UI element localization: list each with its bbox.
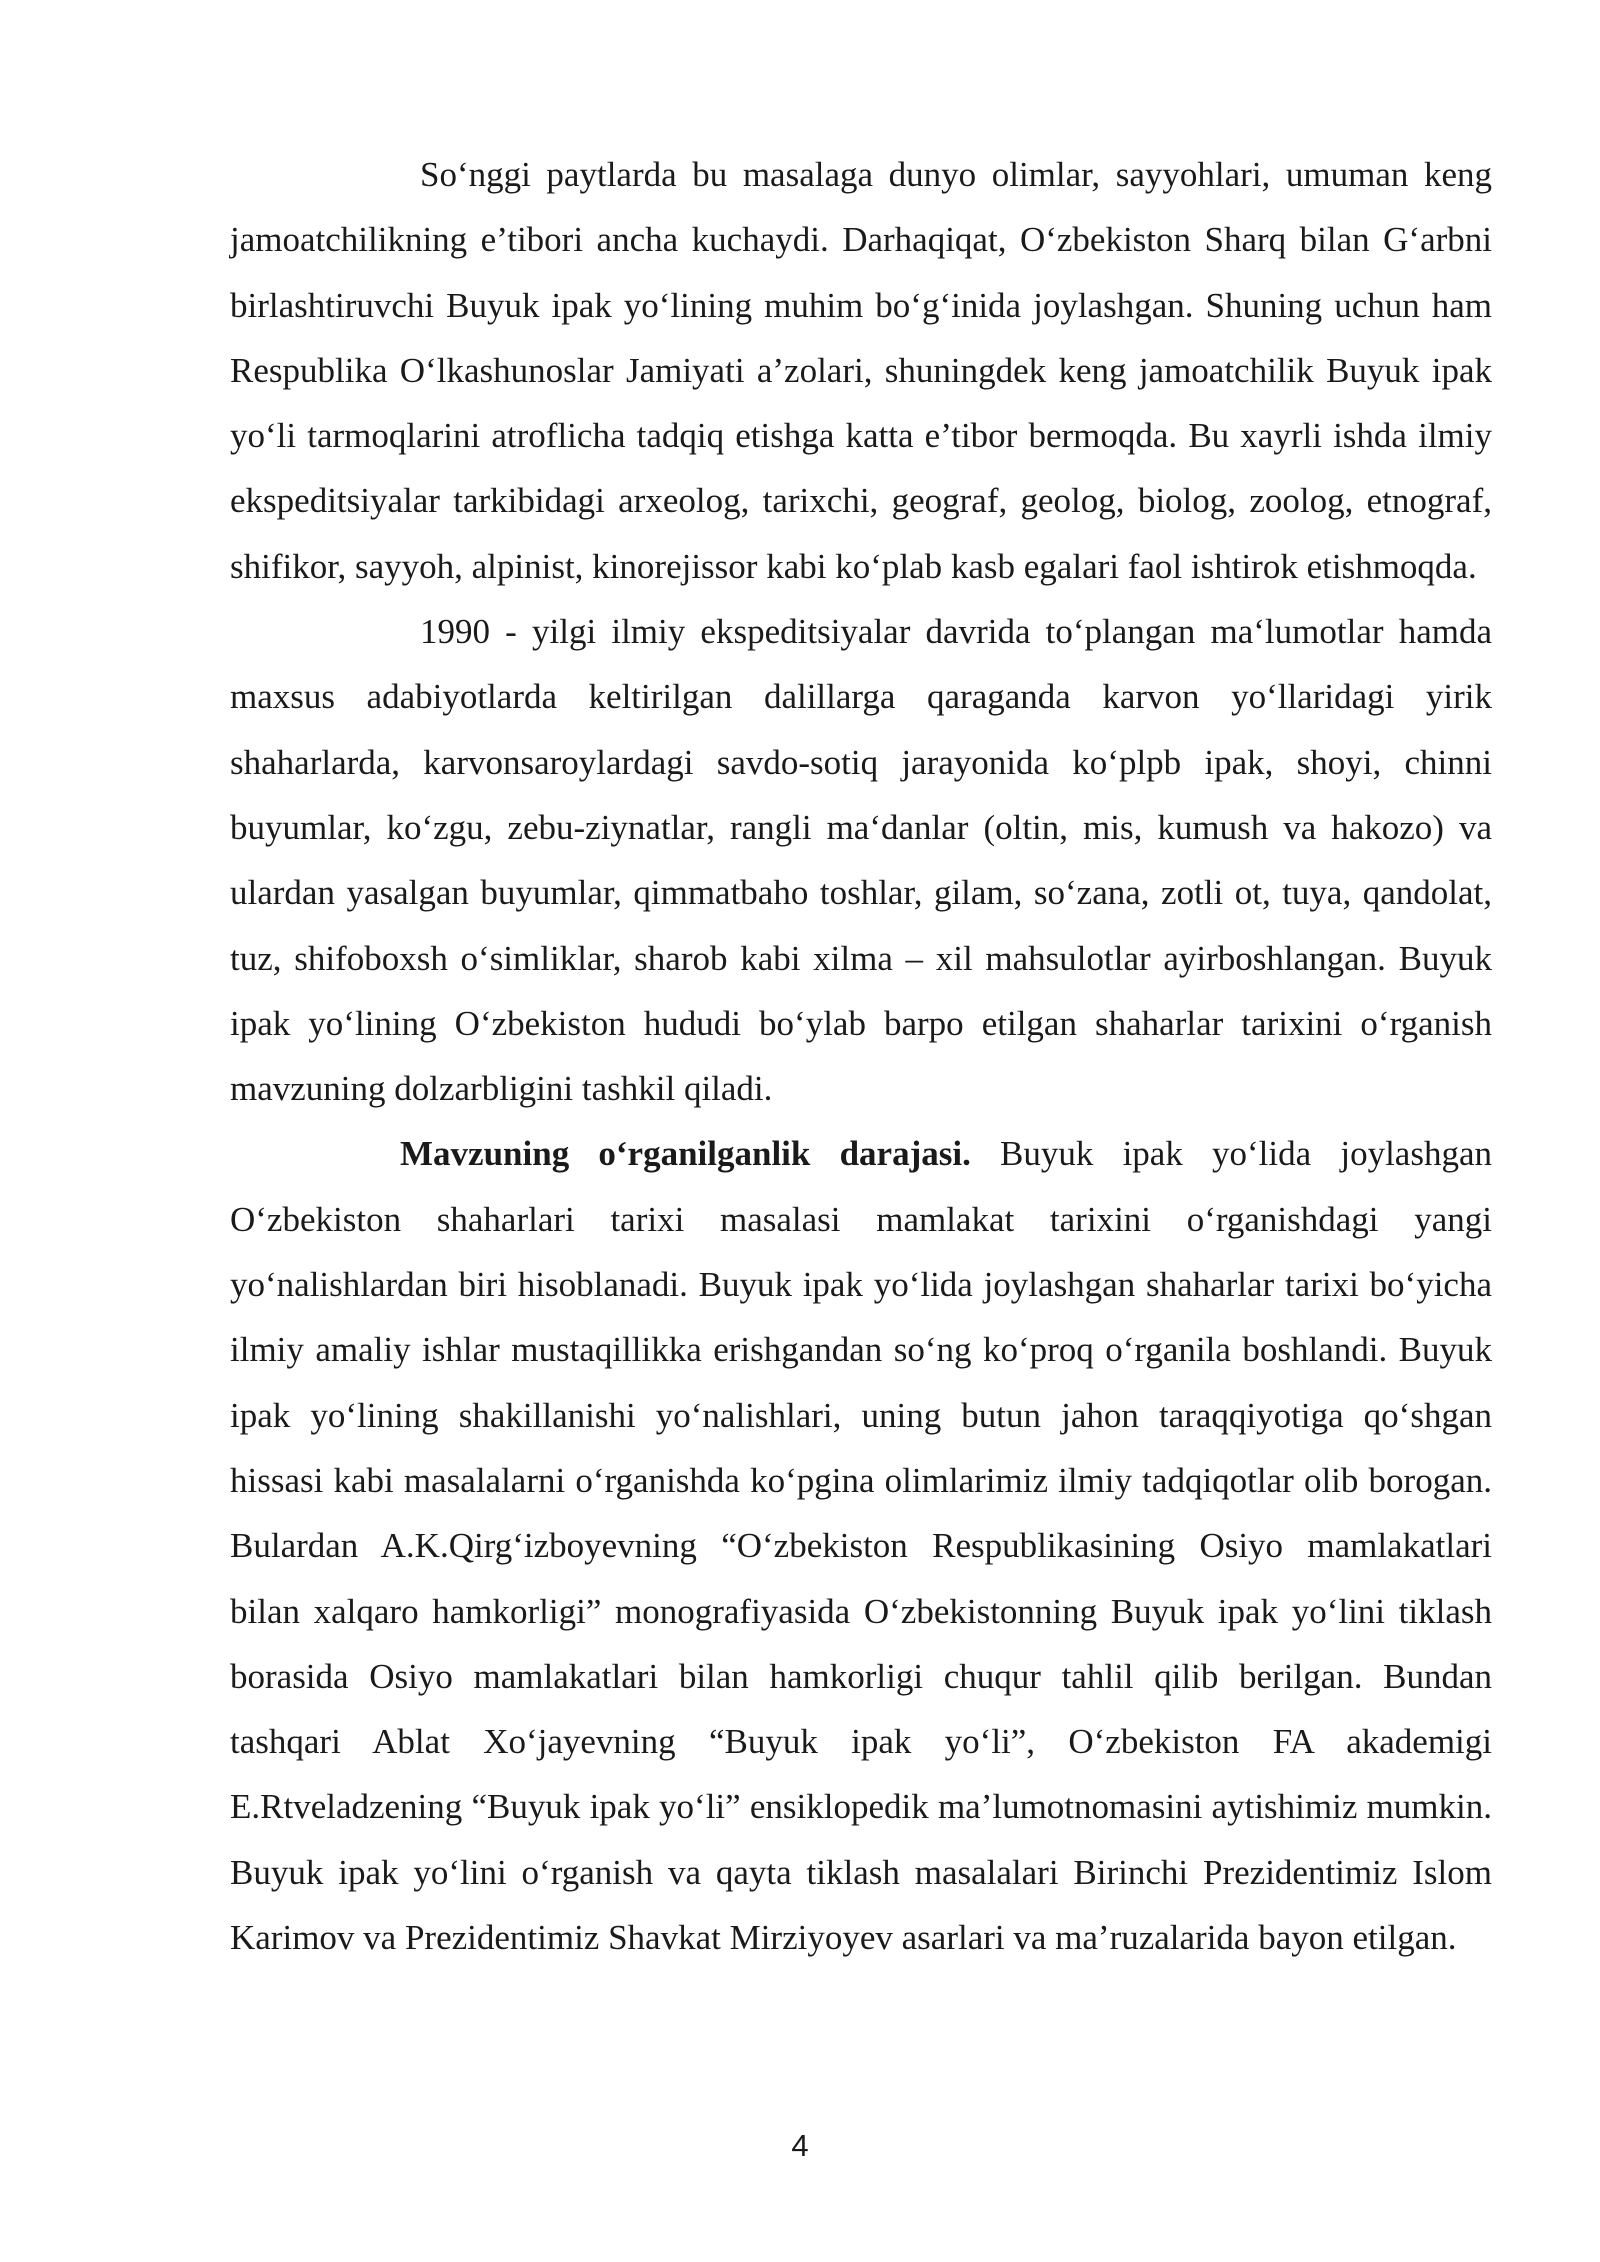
section-heading-inline: Mavzuning o‘rganilganlik darajasi. (400, 1134, 971, 1174)
paragraph-intro: So‘nggi paytlarda bu masalaga dunyo olimlar, sayyohlari, umuman keng jamoatchilikning e’tibori ancha kuchaydi. Darhaqiqat, O‘zbekiston Sharq bilan G‘arbni birlashtiruvchi Buyuk ipak yo‘lining muhim bo‘g‘inida joylashgan. Shuning uchun ham Respublika O‘lkashunoslar Jamiyati a’zolari, shuningdek keng jamoatchilik Buyuk ipak yo‘li tarmoqlarini atroflicha tadqiq etishga katta e’tibor bermoqda. Bu xayrli ishda ilmiy ekspeditsiyalar tarkibidagi arxeolog, tarixchi, geograf, geolog, biolog, zoolog, etnograf, shifikor, sayyoh, alpinist, kinorejissor kabi ko‘plab kasb egalari faol ishtirok etishmoqda. (230, 155, 1492, 586)
paragraph-expeditions: 1990 - yilgi ilmiy ekspeditsiyalar davrida to‘plangan ma‘lumotlar hamda maxsus adabiyotlarda keltirilgan dalillarga qaraganda karvon yo‘llaridagi yirik shaharlarda, karvonsaroylardagi savdo-sotiq jarayonida ko‘plpb ipak, shoyi, chinni buyumlar, ko‘zgu, zebu-ziynatlar, rangli ma‘danlar (oltin, mis, kumush va hakozo) va ulardan yasalgan buyumlar, qimmatbaho toshlar, gilam, so‘zana, zotli ot, tuya, qandolat, tuz, shifoboxsh o‘simliklar, sharob kabi xilma – xil mahsulotlar ayirboshlangan. Buyuk ipak yo‘lining O‘zbekiston hududi bo‘ylab barpo etilgan shaharlar tarixini o‘rganish mavzuning dolzarbligini tashkil qiladi. (230, 612, 1492, 1109)
paragraph-research-level-text: Buyuk ipak yo‘lida joylashgan O‘zbekiston shaharlari tarixi masalasi mamlakat tarixini o‘rganishdagi yangi yo‘nalishlardan biri hisoblanadi. Buyuk ipak yo‘lida joylashgan shaharlar tarixi bo‘yicha ilmiy amaliy ishlar mustaqillikka erishgandan so‘ng ko‘proq o‘rganila boshlandi. Buyuk ipak yo‘lining shakillanishi yo‘nalishlari, uning butun jahon taraqqiyotiga qo‘shgan hissasi kabi masalalarni o‘rganishda ko‘pgina olimlarimiz ilmiy tadqiqotlar olib borogan. Bulardan A.K.Qirg‘izboyevning “O‘zbekiston Respublikasining Osiyo mamlakatlari bilan xalqaro hamkorligi” monografiyasida O‘zbekistonning Buyuk ipak yo‘lini tiklash borasida Osiyo mamlakatlari bilan hamkorligi chuqur tahlil qilib berilgan. Bundan tashqari Ablat Xo‘jayevning “Buyuk ipak yo‘li”, O‘zbekiston FA akademigi E.Rtveladzening “Buyuk ipak yo‘li” ensiklopedik ma’lumotnomasini aytishimiz mumkin. Buyuk ipak yo‘lini o‘rganish va qayta tiklash masalalari Birinchi Prezidentimiz Islom Karimov va Prezidentimiz Shavkat Mirziyoyev asarlari va ma’ruzalarida bayon etilgan. (230, 1134, 1492, 1958)
page-number: 4 (791, 2128, 809, 2163)
paragraph-research-level (230, 1121, 1492, 1970)
page-body (230, 142, 1492, 1970)
